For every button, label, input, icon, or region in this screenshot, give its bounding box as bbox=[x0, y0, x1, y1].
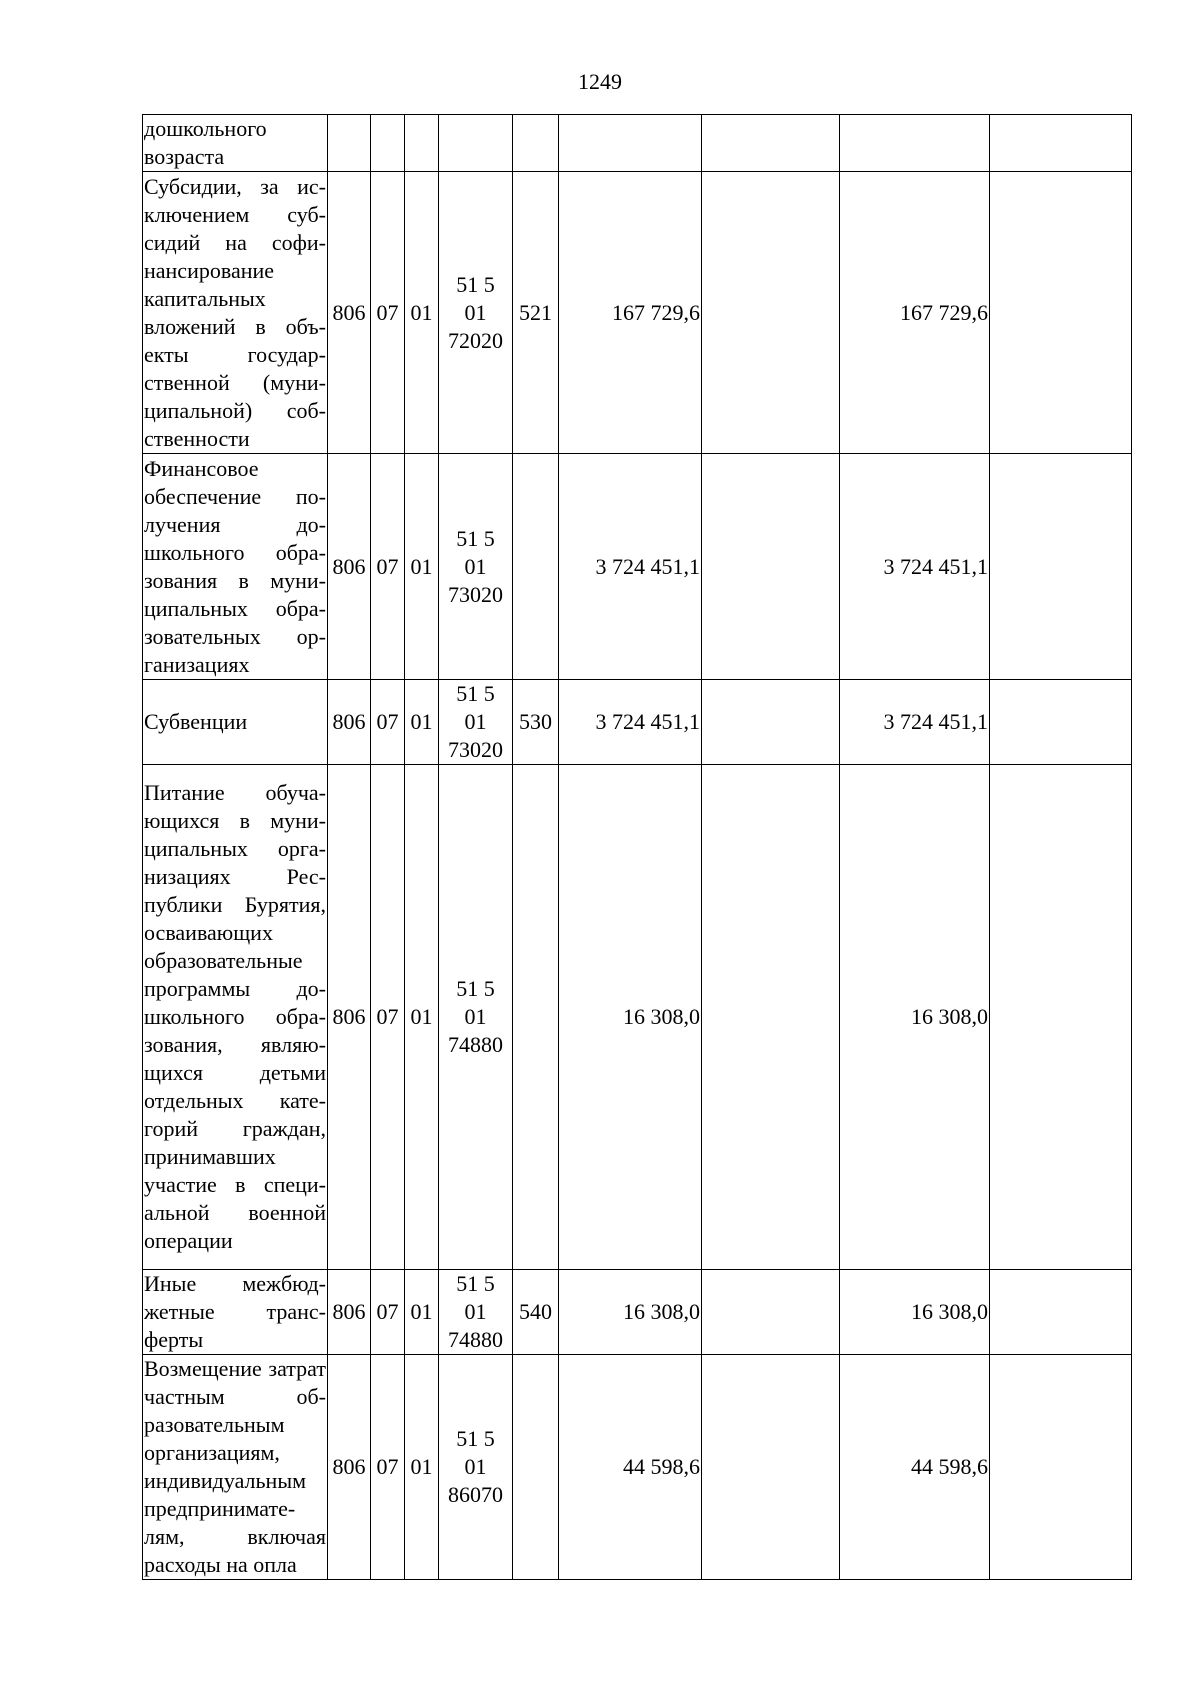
vr-cell bbox=[513, 115, 559, 172]
csr-program: 51 5 bbox=[456, 271, 495, 297]
csr-cell bbox=[439, 1270, 513, 1355]
amount-col-c-cell bbox=[990, 1355, 1132, 1580]
amount-col-c-cell bbox=[990, 765, 1132, 1270]
table-row bbox=[143, 1270, 1132, 1355]
grbs-cell bbox=[328, 115, 371, 172]
csr-subprogram: 01 bbox=[464, 553, 487, 579]
amount-col-a-cell bbox=[702, 115, 840, 172]
amount-col-a-cell bbox=[702, 680, 840, 765]
amount-col-a-cell bbox=[702, 765, 840, 1270]
csr-subprogram: 01 bbox=[464, 709, 487, 734]
row-name-cell: Иные межбюджетные трансферты bbox=[143, 1270, 328, 1355]
amount-col-b-cell: 167 729,6 bbox=[840, 172, 990, 454]
table-row bbox=[143, 1355, 1132, 1580]
csr-cell bbox=[439, 1355, 513, 1580]
amount-col-c-cell bbox=[990, 172, 1132, 454]
total-amount-cell: 44 598,6 bbox=[559, 1355, 702, 1580]
table-row bbox=[143, 454, 1132, 680]
rz-cell: 07 bbox=[371, 765, 405, 1270]
csr-program: 51 5 bbox=[456, 976, 495, 1001]
rz-cell: 07 bbox=[371, 1355, 405, 1580]
csr-direction: 73020 bbox=[448, 737, 503, 762]
grbs-cell: 806 bbox=[328, 680, 371, 765]
amount-col-b-cell: 16 308,0 bbox=[840, 765, 990, 1270]
grbs-cell: 806 bbox=[328, 172, 371, 454]
row-name-cell: Возмещение затрат частным образовательным организациям, индивидуальным предпринимателям, включая расходы на опла bbox=[143, 1355, 328, 1580]
total-amount-cell: 3 724 451,1 bbox=[559, 454, 702, 680]
rz-cell bbox=[371, 115, 405, 172]
pr-cell bbox=[405, 115, 439, 172]
csr-program: 51 5 bbox=[456, 681, 495, 706]
csr-cell bbox=[439, 172, 513, 454]
pr-cell: 01 bbox=[405, 1355, 439, 1580]
pr-cell: 01 bbox=[405, 454, 439, 680]
csr-subprogram: 01 bbox=[464, 1004, 487, 1029]
vr-cell bbox=[513, 454, 559, 680]
csr-program: 51 5 bbox=[456, 1271, 495, 1296]
grbs-cell: 806 bbox=[328, 454, 371, 680]
vr-cell: 540 bbox=[513, 1270, 559, 1355]
rz-cell: 07 bbox=[371, 680, 405, 765]
vr-cell bbox=[513, 765, 559, 1270]
amount-col-a-cell bbox=[702, 454, 840, 680]
amount-col-a-cell bbox=[702, 1270, 840, 1355]
csr-cell bbox=[439, 765, 513, 1270]
amount-col-c-cell bbox=[990, 454, 1132, 680]
total-amount-cell bbox=[559, 115, 702, 172]
table-row bbox=[143, 115, 1132, 172]
row-name-cell: Питание обучающихся в муниципальных организациях Республики Бурятия, осваивающих образовательные программы дошкольного образования, являющихся детьми отдельных категорий граждан, принимавших участие в специальной военной операции bbox=[143, 765, 328, 1270]
budget-table bbox=[142, 114, 1132, 1580]
row-name-cell: Финансовое обеспечение получения дошкольного образования в муниципальных образовательных организациях bbox=[143, 454, 328, 680]
csr-direction: 74880 bbox=[448, 1327, 503, 1352]
amount-col-b-cell bbox=[840, 115, 990, 172]
amount-col-c-cell bbox=[990, 1270, 1132, 1355]
row-name-cell: Субвенции bbox=[143, 680, 328, 765]
grbs-cell: 806 bbox=[328, 1355, 371, 1580]
amount-col-a-cell bbox=[702, 172, 840, 454]
amount-col-a-cell bbox=[702, 1355, 840, 1580]
total-amount-cell: 16 308,0 bbox=[559, 1270, 702, 1355]
rz-cell: 07 bbox=[371, 454, 405, 680]
amount-col-b-cell: 3 724 451,1 bbox=[840, 680, 990, 765]
pr-cell: 01 bbox=[405, 1270, 439, 1355]
csr-subprogram: 01 bbox=[464, 1299, 487, 1324]
csr-direction: 74880 bbox=[448, 1032, 503, 1057]
rz-cell: 07 bbox=[371, 1270, 405, 1355]
grbs-cell: 806 bbox=[328, 765, 371, 1270]
pr-cell: 01 bbox=[405, 172, 439, 454]
table-row bbox=[143, 680, 1132, 765]
rz-cell: 07 bbox=[371, 172, 405, 454]
amount-col-b-cell: 3 724 451,1 bbox=[840, 454, 990, 680]
csr-cell bbox=[439, 680, 513, 765]
vr-cell: 521 bbox=[513, 172, 559, 454]
row-name-cell: Субсидии, за исключением субсидий на софинансирование капитальных вложений в объекты государственной (муниципальной) собственности bbox=[143, 172, 328, 454]
total-amount-cell: 3 724 451,1 bbox=[559, 680, 702, 765]
table-row bbox=[143, 172, 1132, 454]
vr-cell bbox=[513, 1355, 559, 1580]
csr-direction: 86070 bbox=[448, 1482, 503, 1507]
total-amount-cell: 16 308,0 bbox=[559, 765, 702, 1270]
total-amount-cell: 167 729,6 bbox=[559, 172, 702, 454]
page-number: 1249 bbox=[578, 69, 622, 94]
csr-subprogram: 01 bbox=[464, 299, 487, 325]
amount-col-c-cell bbox=[990, 115, 1132, 172]
csr-direction: 73020 bbox=[448, 581, 503, 607]
csr-program: 51 5 bbox=[456, 525, 495, 551]
csr-cell bbox=[439, 115, 513, 172]
row-name-cell: дошкольного возраста bbox=[143, 115, 328, 172]
pr-cell: 01 bbox=[405, 765, 439, 1270]
csr-direction: 72020 bbox=[448, 327, 503, 353]
pr-cell: 01 bbox=[405, 680, 439, 765]
amount-col-b-cell: 16 308,0 bbox=[840, 1270, 990, 1355]
amount-col-c-cell bbox=[990, 680, 1132, 765]
amount-col-b-cell: 44 598,6 bbox=[840, 1355, 990, 1580]
csr-subprogram: 01 bbox=[464, 1454, 487, 1479]
vr-cell: 530 bbox=[513, 680, 559, 765]
csr-cell bbox=[439, 454, 513, 680]
table-row bbox=[143, 765, 1132, 1270]
csr-program: 51 5 bbox=[456, 1426, 495, 1451]
grbs-cell: 806 bbox=[328, 1270, 371, 1355]
